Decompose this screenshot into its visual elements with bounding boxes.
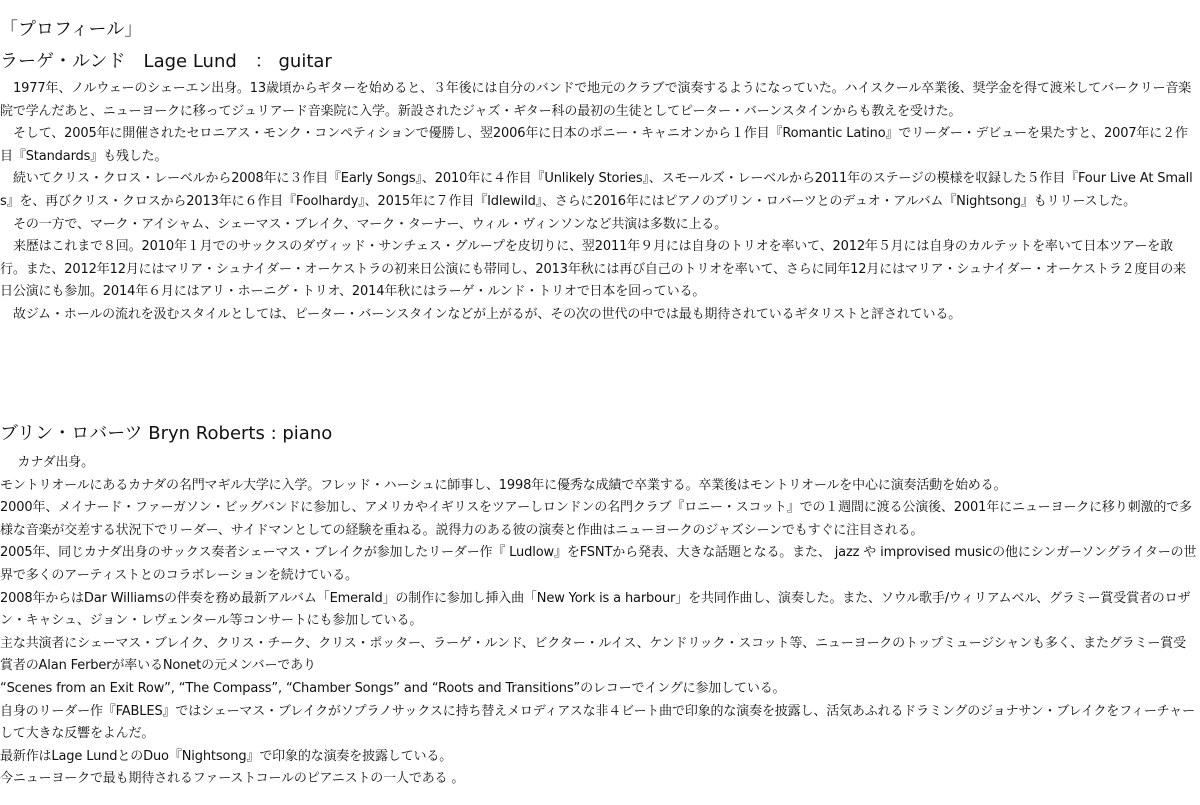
lage-bio-paragraph-4: その一方で、マーク・アイシャム、シェーマス・ブレイク、マーク・ターナー、ウィル・ヴィンソンなど共演は多数に上る。	[13, 216, 728, 232]
lage-bio-paragraph-1: 1977年、ノルウェーのシェーエン出身。13歳頃からギターを始めると、３年後には自分のバンドで地元のクラブで演奏するようになっていた。ハイスクール卒業後、奨学金を得て渡米してバークリー音楽院で学んだあと、ニューヨークに移ってジュリアード音楽院に入学。新設されたジャズ・ギター科の最初の生徒としてピーター・バーンスタインからも教えを受けた。	[0, 81, 1192, 119]
bryn-bio-paragraph-3: 2000年、メイナード・ファーガソン・ビッグバンドに参加し、アメリカやイギリスをツアーしロンドンの名門クラブ『ロニー・スコット』での１週間に渡る公演後、2001年にニューヨークに移り刺激的で多様な音楽が交差する状況下でリーダー、サイドマンとしての経験を重ねる。説得力のある彼の演奏と作曲はニューヨークのジャズシーンでもすぐに注目される。	[0, 500, 1192, 538]
lage-bio-paragraph-2: そして、2005年に開催されたセロニアス・モンク・コンペティションで優勝し、翌2006年に日本のポニー・キャニオンから１作目『Romantic Latino』でリーダー・デビューを果たすと、2007年に２作目『Standards』も残した。	[0, 126, 1188, 164]
bryn-bio-paragraph-9: 最新作はLage LundとのDuo『Nightsong』で印象的な演奏を披露している。	[0, 748, 453, 764]
lage-lund-title: ラーゲ・ルンド Lage Lund ： guitar	[0, 51, 332, 72]
bryn-roberts-bio	[0, 452, 1198, 791]
lage-bio-paragraph-5: 来歴はこれまで８回。2010年１月でのサックスのダヴィッド・サンチェス・グループを皮切りに、翌2011年９月には自身のトリオを率いて、2012年５月には自身のカルテットを率いて日本ツアーを敢行。また、2012年12月にはマリア・シュナイダー・オーケストラの初来日公演にも帯同し、2013年秋には再び自己のトリオを率いて、さらに同年12月にはマリア・シュナイダー・オーケストラ２度目の来日公演にも参加。2014年６月にはアリ・ホーニグ・トリオ、2014年秋にはラーゲ・ルンド・トリオで日本を回っている。	[0, 239, 1186, 300]
bryn-bio-paragraph-1: カナダ出身。	[17, 455, 94, 470]
bryn-bio-paragraph-8: 自身のリーダー作『FABLES』ではシェーマス・ブレイクがソプラノサックスに持ち替えメロディアスな非４ビート曲で印象的な演奏を披露し、活気あふれるドラミングのジョナサン・ブレイクをフィーチャーして大きな反響をよんだ。	[0, 703, 1195, 742]
bryn-bio-paragraph-7: “Scenes from an Exit Row”, “The Compass”, “Chamber Songs” and “Roots and Transitions”のレコーでイングに参加している。	[0, 680, 786, 696]
lage-lund-bio	[0, 78, 1198, 327]
bryn-bio-paragraph-6: 主な共演者にシェーマス・ブレイク、クリス・チーク、クリス・ポッター、ラーゲ・ルンド、ビクター・ルイス、ケンドリック・スコット等、ニューヨークのトップミュージシャンも多く、またグラミー賞受賞者のAlan Ferberが率いるNonetの元メンバーであり	[0, 635, 1186, 674]
lage-bio-paragraph-3: 続いてクリス・クロス・レーベルから2008年に３作目『Early Songs』、2010年に４作目『Unlikely Stories』、スモールズ・レーベルから2011年のステージの模様を収録した５作目『Four Live At Smalls』を、再びクリス・クロスから2013年に６作目『Foolhardy』、2015年に７作目『Idlewild』、さらに2016年にはピアノのブリン・ロバーツとのデュオ・アルバム『Nightsong』もリリースした。	[0, 171, 1193, 209]
bryn-bio-paragraph-5: 2008年からはDar Williamsの伴奏を務め最新アルバム「Emerald」の制作に参加し挿入曲「New York is a harbour」を共同作曲し、演奏した。また、ソウル歌手/ウィリアムベル、グラミー賞受賞者のロザン・キャシュ、ジョン・レヴェンタール等コンサートにも参加している。	[0, 590, 1191, 629]
lage-bio-paragraph-6: 故ジム・ホールの流れを汲むスタイルとしては、ピーター・バーンスタインなどが上がるが、その次の世代の中では最も期待されているギタリストと評されている。	[13, 306, 962, 322]
bryn-roberts-title: ブリン・ロバーツ Bryn Roberts : piano	[0, 423, 333, 444]
bryn-bio-paragraph-2: モントリオールにあるカナダの名門マギル大学に入学。フレッド・ハーシュに師事し、1998年に優秀な成績で卒業する。卒業後はモントリオールを中心に演奏活動を始める。	[0, 477, 1007, 493]
profile-heading: 「プロフィール」	[0, 19, 143, 40]
bryn-bio-paragraph-10: 今ニューヨークで最も期待されるファーストコールのピアニストの一人である 。	[0, 771, 465, 787]
bryn-bio-paragraph-4: 2005年、同じカナダ出身のサックス奏者シェーマス・ブレイクが参加したリーダー作『 Ludlow』をFSNTから発表、大きな話題となる。また、 jazz や improvised musicの他にシンガーソングライターの世界で多くのアーティストとのコラボレーションを続けている。	[0, 545, 1197, 583]
